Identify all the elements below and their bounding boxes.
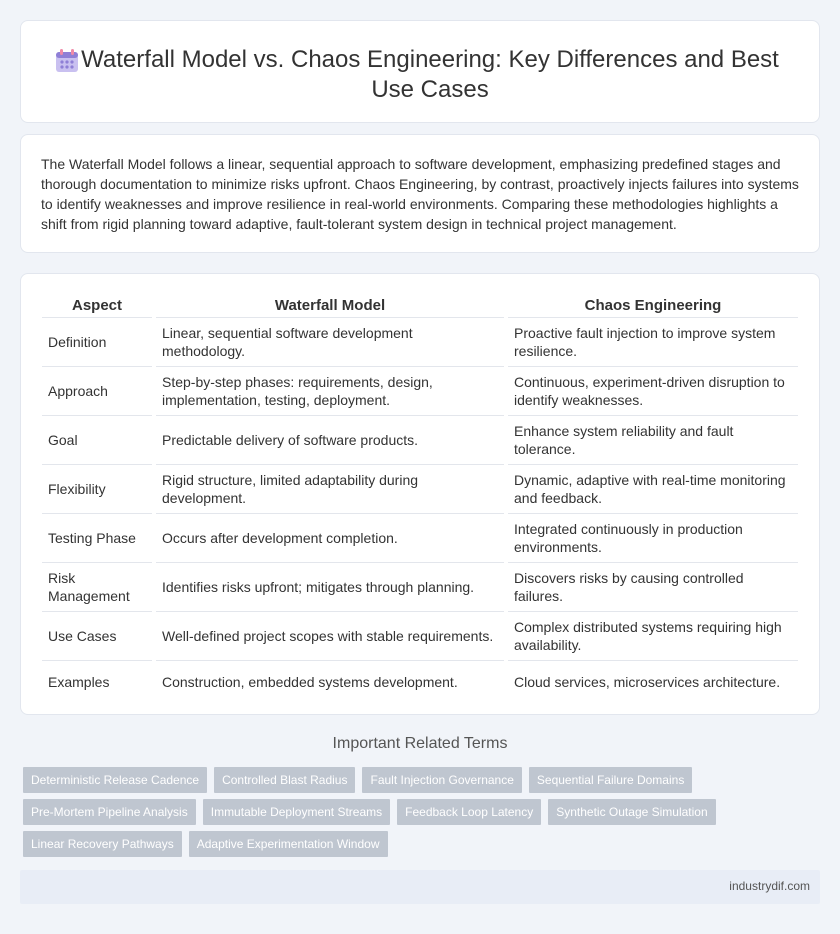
table-row: [42, 318, 798, 367]
chaos-cell: Discovers risks by causing controlled failures.: [508, 563, 798, 612]
footer-site-link[interactable]: industrydif.com: [729, 879, 810, 893]
related-terms-list: [23, 767, 817, 863]
related-term-tag[interactable]: Controlled Blast Radius: [214, 767, 355, 793]
waterfall-cell: Well-defined project scopes with stable requirements.: [156, 612, 504, 661]
related-term-tag[interactable]: Synthetic Outage Simulation: [548, 799, 715, 825]
chaos-cell: Proactive fault injection to improve system resilience.: [508, 318, 798, 367]
related-term-tag[interactable]: Feedback Loop Latency: [397, 799, 541, 825]
waterfall-cell: Construction, embedded systems development.: [162, 673, 458, 690]
aspect-cell: Use Cases: [42, 612, 152, 661]
related-term-tag[interactable]: Immutable Deployment Streams: [203, 799, 390, 825]
waterfall-cell: Predictable delivery of software products.: [156, 416, 504, 465]
waterfall-cell: Identifies risks upfront; mitigates through planning.: [156, 563, 504, 612]
aspect-cell: Risk Management: [42, 563, 152, 612]
table-row: [42, 367, 798, 416]
aspect-cell: Approach: [42, 367, 152, 416]
aspect-cell: Definition: [42, 318, 152, 367]
intro-card: [20, 134, 820, 253]
related-term-tag[interactable]: Fault Injection Governance: [362, 767, 521, 793]
waterfall-cell: Linear, sequential software development methodology.: [156, 318, 504, 367]
footer: [20, 870, 820, 904]
table-row: [42, 465, 798, 514]
waterfall-cell: Step-by-step phases: requirements, design, implementation, testing, deployment.: [156, 367, 504, 416]
waterfall-cell: Occurs after development completion.: [156, 514, 504, 563]
intro-paragraph: The Waterfall Model follows a linear, sequential approach to software development, emphasizing predefined stages and thorough documentation to minimize risks upfront. Chaos Engineering, by contrast, proactively injects failures into systems to identify weaknesses and improve resilience in real-world environments. Comparing these methodologies highlights a shift from rigid planning toward adaptive, fault-tolerant system design in technical project management.: [41, 156, 799, 232]
aspect-cell: Testing Phase: [42, 514, 152, 563]
aspect-cell: Flexibility: [42, 465, 152, 514]
chaos-cell: Complex distributed systems requiring high availability.: [508, 612, 798, 661]
aspect-cell: Examples: [48, 673, 110, 690]
related-terms-title: Important Related Terms: [332, 735, 508, 752]
related-term-tag[interactable]: Pre-Mortem Pipeline Analysis: [23, 799, 196, 825]
header-aspect: Aspect: [42, 296, 152, 318]
page-title: Waterfall Model vs. Chaos Engineering: Key Differences and Best Use Cases: [81, 46, 779, 103]
comparison-table: [42, 296, 798, 702]
table-row: [42, 563, 798, 612]
waterfall-cell: Rigid structure, limited adaptability during development.: [156, 465, 504, 514]
chaos-cell: Enhance system reliability and fault tolerance.: [508, 416, 798, 465]
table-row: [42, 612, 798, 661]
related-term-tag[interactable]: Deterministic Release Cadence: [23, 767, 207, 793]
chaos-cell: Continuous, experiment-driven disruption to identify weaknesses.: [508, 367, 798, 416]
header-chaos: Chaos Engineering: [508, 296, 798, 318]
related-term-tag[interactable]: Adaptive Experimentation Window: [189, 831, 388, 857]
chaos-cell: Cloud services, microservices architecture.: [514, 673, 781, 690]
title-card: [20, 20, 820, 123]
table-header-row: [42, 296, 798, 318]
related-term-tag[interactable]: Sequential Failure Domains: [529, 767, 692, 793]
chaos-cell: Dynamic, adaptive with real-time monitoring and feedback.: [508, 465, 798, 514]
related-term-tag[interactable]: Linear Recovery Pathways: [23, 831, 182, 857]
header-waterfall: Waterfall Model: [156, 296, 504, 318]
table-row: [42, 514, 798, 563]
chaos-cell: Integrated continuously in production environments.: [508, 514, 798, 563]
comparison-card: [20, 273, 820, 715]
aspect-cell: Goal: [42, 416, 152, 465]
table-row: [42, 416, 798, 465]
table-row: [42, 661, 798, 702]
